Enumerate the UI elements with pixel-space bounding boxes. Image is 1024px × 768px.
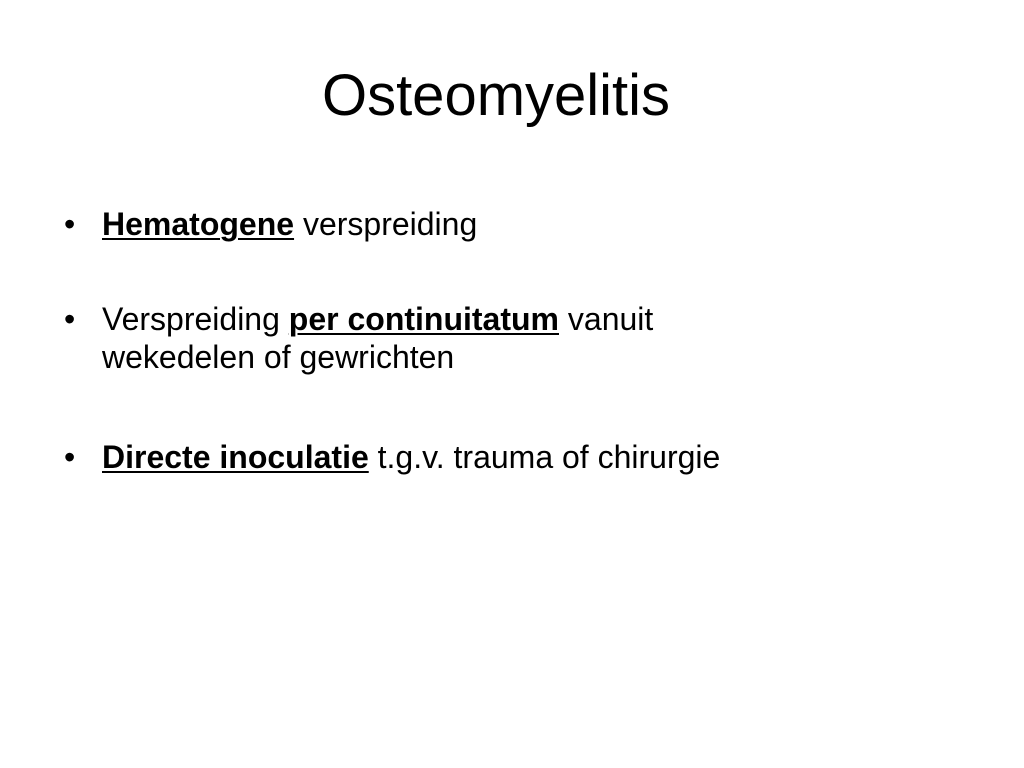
bullet-text-line2: wekedelen of gewrichten [102,339,455,375]
bullet-list [62,205,962,533]
bullet-emphasis: Hematogene [102,206,295,242]
bullet-item-per-continuitatum [62,300,962,376]
bullet-text: vanuit [559,301,654,337]
slide-title: Osteomyelitis [321,63,671,128]
bullet-item-directe-inoculatie [62,438,962,476]
bullet-text: t.g.v. trauma of chirurgie [368,439,721,475]
bullet-emphasis: per continuitatum [288,301,559,337]
bullet-marker: • [64,439,76,475]
bullet-item-hematogene [62,205,962,243]
bullet-marker: • [64,206,76,242]
bullet-marker: • [64,301,76,337]
bullet-text: verspreiding [294,206,478,242]
bullet-emphasis: Directe inoculatie [102,439,369,475]
bullet-text: Verspreiding [102,301,289,337]
